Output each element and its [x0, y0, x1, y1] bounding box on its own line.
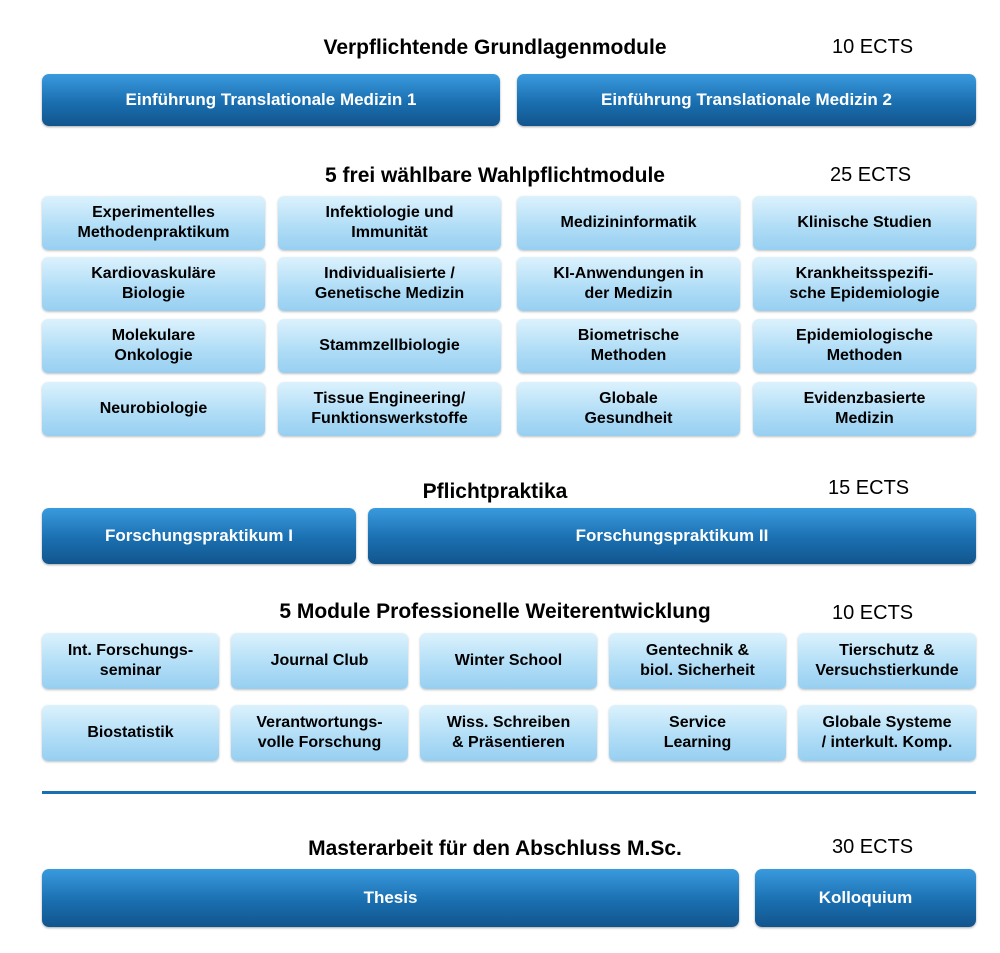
module-wahlpflicht — [517, 382, 740, 436]
module-weiterentwicklung — [42, 705, 219, 761]
module-label: Klinische Studien — [797, 214, 932, 231]
module-weiterentwicklung — [231, 705, 408, 761]
module-label: Molekulare Onkologie — [111, 327, 196, 364]
module-weiterentwicklung — [798, 633, 976, 689]
module-label: Biometrische Methoden — [577, 327, 680, 364]
module-label: Int. Forschungs- seminar — [67, 642, 194, 679]
module-label: Globale Gesundheit — [584, 390, 673, 427]
module-label: Tierschutz & Versuchstierkunde — [815, 642, 959, 679]
module-label: Epidemiologische Methoden — [796, 327, 933, 364]
module-weiterentwicklung — [42, 633, 219, 689]
module-wahlpflicht — [278, 196, 501, 250]
module-label: Neurobiologie — [99, 400, 208, 417]
ects-grundlagen: 10 ECTS — [832, 36, 914, 58]
module-wahlpflicht — [278, 382, 501, 436]
module-label: Einführung Translationale Medizin 1 — [125, 90, 417, 109]
module-wahlpflicht — [42, 382, 265, 436]
section-title-grundlagen: Verpflichtende Grundlagenmodule — [323, 36, 667, 59]
section-title-weiterentwicklung: 5 Module Professionelle Weiterentwicklung — [279, 600, 711, 623]
module-grundlagen-1 — [42, 74, 500, 126]
ects-masterarbeit: 30 ECTS — [832, 836, 914, 858]
module-wahlpflicht — [517, 196, 740, 250]
section-title-pflichtpraktika: Pflichtpraktika — [422, 480, 568, 503]
section-divider — [42, 791, 976, 794]
module-wahlpflicht — [517, 257, 740, 311]
section-title-masterarbeit: Masterarbeit für den Abschluss M.Sc. — [308, 837, 682, 860]
module-label: Verantwortungs- volle Forschung — [256, 714, 383, 751]
module-label: Journal Club — [270, 652, 369, 669]
module-label: Winter School — [454, 652, 563, 669]
module-label: Tissue Engineering/ Funktionswerkstoffe — [311, 390, 468, 427]
ects-wahlpflicht: 25 ECTS — [830, 164, 912, 186]
module-forschungspraktikum-1 — [42, 508, 356, 564]
section-title-wahlpflicht: 5 frei wählbare Wahlpflichtmodule — [325, 164, 665, 187]
module-label: Kolloquium — [818, 888, 913, 907]
module-label: Forschungspraktikum I — [105, 526, 293, 545]
module-weiterentwicklung — [609, 705, 786, 761]
module-label: KI-Anwendungen in der Medizin — [553, 265, 704, 302]
module-label: Infektiologie und Immunität — [325, 204, 454, 241]
module-wahlpflicht — [753, 319, 976, 373]
ects-pflichtpraktika: 15 ECTS — [828, 477, 910, 499]
ects-weiterentwicklung: 10 ECTS — [832, 602, 914, 624]
module-wahlpflicht — [278, 319, 501, 373]
module-wahlpflicht — [753, 196, 976, 250]
module-wahlpflicht — [42, 257, 265, 311]
module-label: Experimentelles Methodenpraktikum — [77, 204, 230, 241]
module-thesis — [42, 869, 739, 927]
module-wahlpflicht — [42, 319, 265, 373]
module-wahlpflicht — [753, 257, 976, 311]
module-label: Stammzellbiologie — [319, 337, 460, 354]
module-label: Individualisierte / Genetische Medizin — [314, 265, 465, 302]
module-label: Forschungspraktikum II — [575, 526, 769, 545]
module-label: Biostatistik — [87, 724, 174, 741]
module-label: Einführung Translationale Medizin 2 — [601, 90, 892, 109]
module-label: Kardiovaskuläre Biologie — [91, 265, 216, 302]
module-forschungspraktikum-2 — [368, 508, 976, 564]
module-label: Wiss. Schreiben & Präsentieren — [446, 714, 571, 751]
module-label: Medizininformatik — [560, 214, 697, 231]
module-label: Thesis — [363, 888, 418, 907]
module-label: Service Learning — [663, 714, 732, 751]
module-weiterentwicklung — [231, 633, 408, 689]
module-weiterentwicklung — [420, 705, 597, 761]
module-wahlpflicht — [517, 319, 740, 373]
module-label: Gentechnik & biol. Sicherheit — [640, 642, 755, 679]
module-label: Evidenzbasierte Medizin — [803, 390, 926, 427]
module-label: Globale Systeme / interkult. Komp. — [821, 714, 953, 751]
module-kolloquium — [755, 869, 976, 927]
module-weiterentwicklung — [798, 705, 976, 761]
module-weiterentwicklung — [420, 633, 597, 689]
module-wahlpflicht — [278, 257, 501, 311]
module-wahlpflicht — [42, 196, 265, 250]
module-wahlpflicht — [753, 382, 976, 436]
module-label: Krankheitsspezifi- sche Epidemiologie — [789, 265, 940, 302]
module-weiterentwicklung — [609, 633, 786, 689]
module-grundlagen-2 — [517, 74, 976, 126]
